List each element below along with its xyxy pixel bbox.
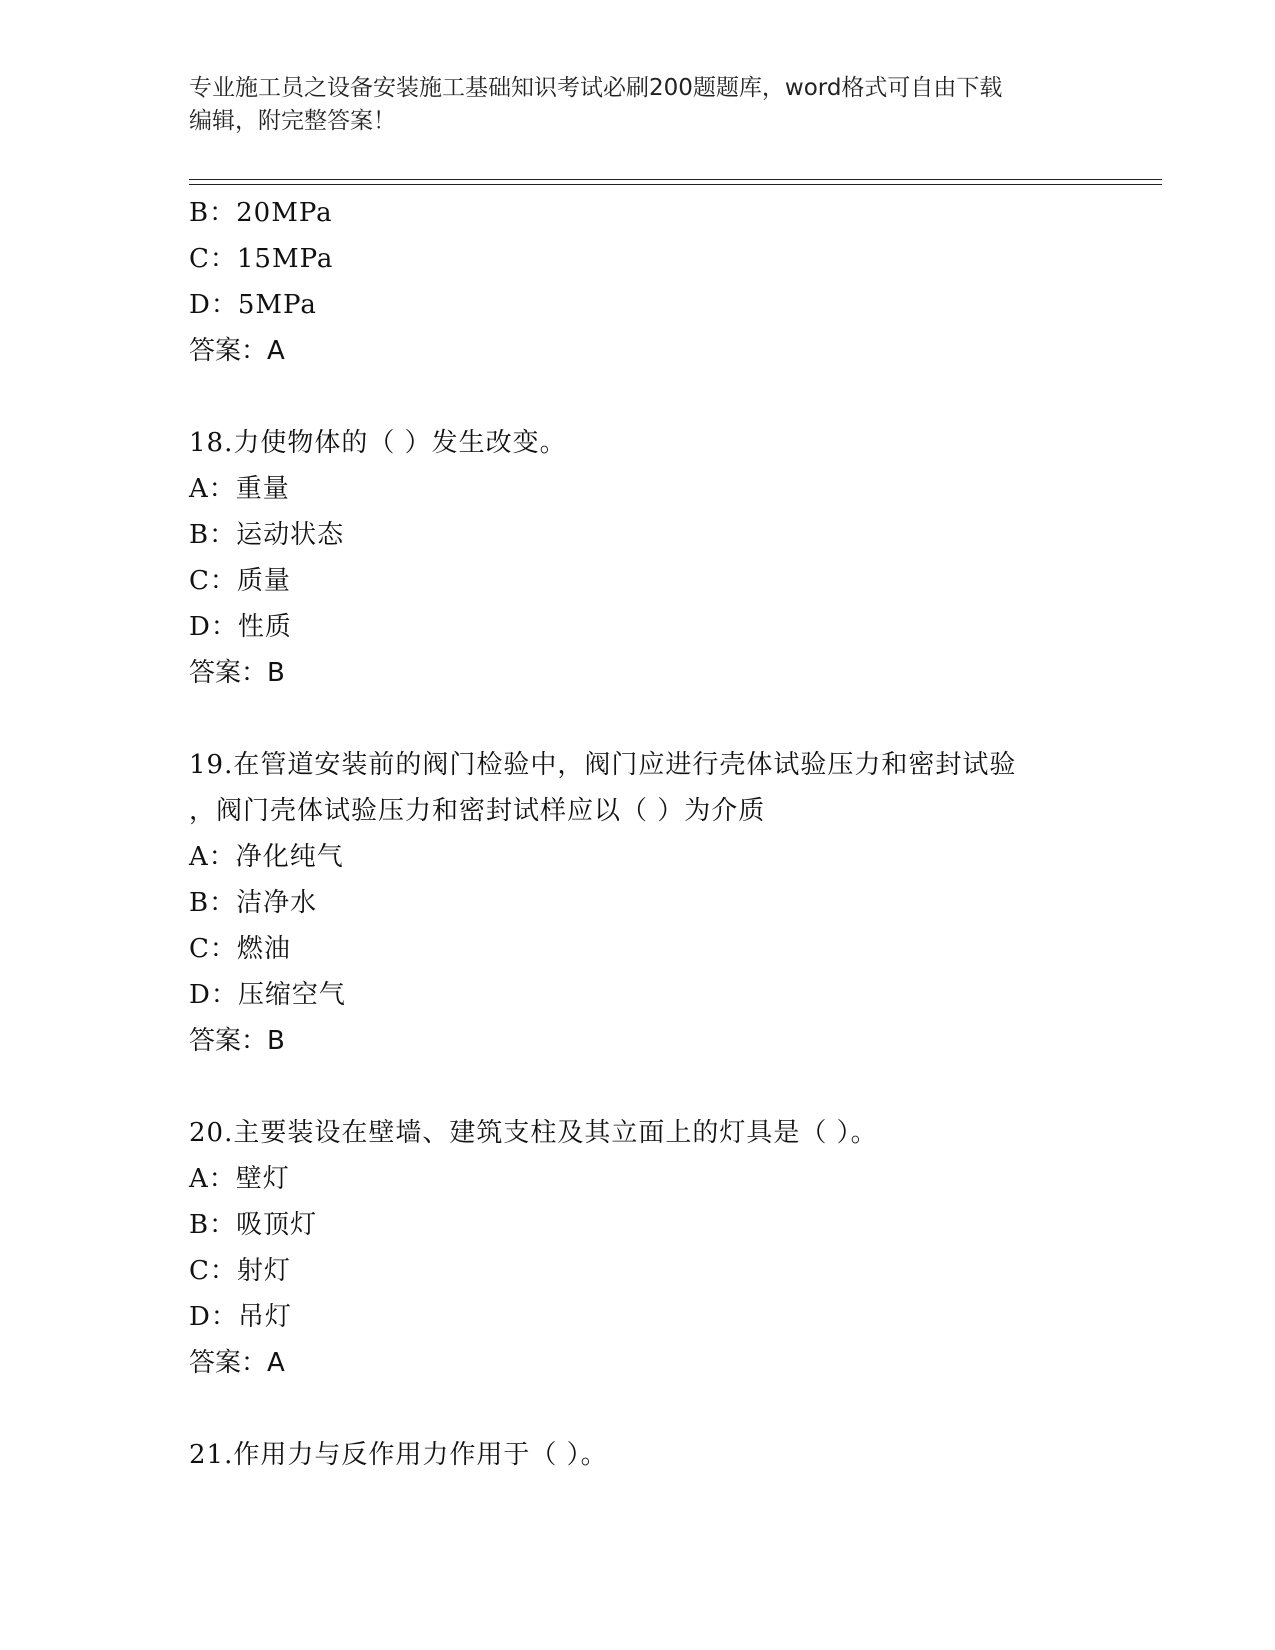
question-spacer: [189, 696, 1129, 742]
question-text: 21.作用力与反作用力作用于（ ）。: [189, 1440, 608, 1470]
option-d: D：压缩空气: [189, 980, 346, 1010]
header-divider-top: [189, 179, 1162, 180]
header-divider-bottom: [189, 184, 1162, 185]
question-19: [189, 742, 1129, 1064]
answer-line: 答案：A: [189, 1348, 285, 1378]
option-b: B：洁净水: [189, 888, 318, 918]
option-c: C：射灯: [189, 1256, 291, 1286]
question-list: [189, 190, 1129, 1478]
question-spacer: [189, 1064, 1129, 1110]
option-c: C：燃油: [189, 934, 291, 964]
question-18: [189, 420, 1129, 696]
question-17-tail: [189, 190, 1129, 374]
option-b: B：20MPa: [189, 198, 333, 228]
option-d: D：吊灯: [189, 1302, 292, 1332]
question-spacer: [189, 1386, 1129, 1432]
option-a: A：壁灯: [189, 1164, 290, 1194]
question-20: [189, 1110, 1129, 1386]
option-c: C：质量: [189, 566, 291, 596]
question-text-line-1: 19.在管道安装前的阀门检验中，阀门应进行壳体试验压力和密封试验: [189, 750, 1017, 780]
option-d: D：性质: [189, 612, 292, 642]
question-21: [189, 1432, 1129, 1478]
option-b: B：吸顶灯: [189, 1210, 318, 1240]
question-text: 20.主要装设在壁墙、建筑支柱及其立面上的灯具是（ ）。: [189, 1118, 878, 1148]
option-b: B：运动状态: [189, 520, 345, 550]
option-d: D：5MPa: [189, 290, 317, 320]
document-header: [189, 72, 1089, 138]
answer-line: 答案：B: [189, 1026, 285, 1056]
option-c: C：15MPa: [189, 244, 334, 274]
question-spacer: [189, 374, 1129, 420]
answer-line: 答案：B: [189, 658, 285, 688]
question-text: 18.力使物体的（ ）发生改变。: [189, 428, 567, 458]
header-title-line-1: 专业施工员之设备安装施工基础知识考试必刷200题题库，word格式可自由下载: [189, 75, 1003, 101]
option-a: A：重量: [189, 474, 290, 504]
header-title-line-2: 编辑，附完整答案！: [189, 108, 396, 134]
question-text-line-2: ，阀门壳体试验压力和密封试样应以（ ）为介质: [189, 796, 766, 826]
option-a: A：净化纯气: [189, 842, 344, 872]
answer-line: 答案：A: [189, 336, 285, 366]
